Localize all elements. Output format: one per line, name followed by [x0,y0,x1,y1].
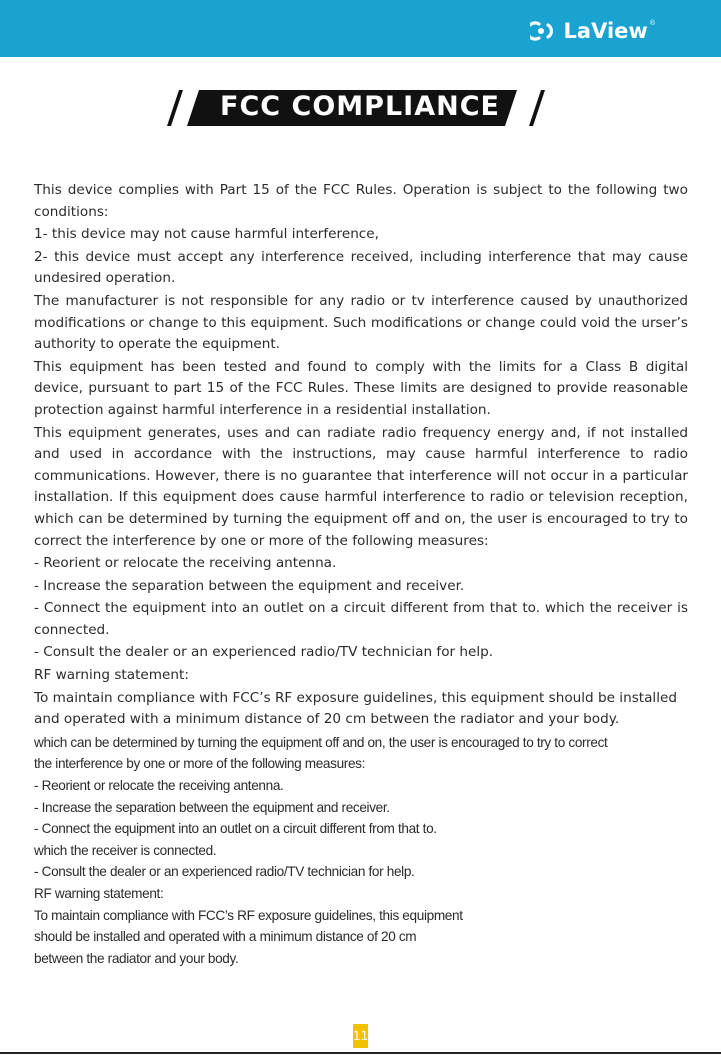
header-bar [0,0,721,57]
paragraph-condition-1: 1- this device may not cause harmful interference, [34,226,379,243]
paragraph-class-b: This equipment has been tested and found to comply with the limits for a Class B digital device, pursuant to part 15 of the FCC Rules. These limits are designed to provide reasonable protection against harmful interference in a residential installation. [34,358,688,418]
paragraph-manufacturer: The manufacturer is not responsible for any radio or tv interference caused by unauthorized modifications or change to this equipment. Such modifications or change could void the urser’s authority to operate the equipment. [34,292,688,353]
paragraph-condition-2: 2- this device must accept any interference received, including interference that may cause undesired operation. [34,248,688,287]
repeat-line: RF warning statement: [34,886,164,901]
page-number: 11 [353,1024,368,1048]
fcc-body [34,180,688,969]
measure-consult: - Consult the dealer or an experienced radio/TV technician for help. [34,644,494,661]
repeat-line: between the radiator and your body. [34,950,239,966]
repeat-line: To maintain compliance with FCC’s RF exposure guidelines, this equipment [34,907,463,923]
laview-logo-icon [530,21,560,41]
rf-warning-heading: RF warning statement: [34,667,189,684]
brand-name: LaView [563,19,648,43]
repeat-line: - Reorient or relocate the receiving antenna. [34,778,284,794]
page-title: FCC COMPLIANCE [220,91,500,122]
brand-logo [530,20,655,42]
measure-reorient: - Reorient or relocate the receiving antenna. [34,555,337,572]
footer-divider [0,1052,721,1054]
repeat-line: which the receiver is connected. [34,842,217,858]
paragraph-intro: This device complies with Part 15 of the FCC Rules. Operation is subject to the following two conditions: [34,182,688,220]
section-title-banner [165,88,555,128]
repeat-line: which can be determined by turning the equipment off and on, the user is encouraged to try to correct [34,734,608,750]
measure-separation: - Increase the separation between the equipment and receiver. [34,577,465,594]
repeat-line: - Consult the dealer or an experienced radio/TV technician for help. [34,864,415,880]
repeat-line: should be installed and operated with a minimum distance of 20 cm [34,929,417,945]
rf-exposure-paragraph: To maintain compliance with FCC’s RF exposure guidelines, this equipment should be installed and operated with a minimum distance of 20 cm between the radiator and your body. [34,689,677,728]
repeat-line: the interference by one or more of the following measures: [34,756,366,772]
paragraph-interference: This equipment generates, uses and can radiate radio frequency energy and, if not installed and used in accordance with the instructions, may cause harmful interference to radio communications. However, there is no guarantee that interference will not occur in a particular installation. If this equipment does cause harmful interference to radio or television reception, which can be determined by turning the equipment off and on, the user is encouraged to try to correct the interference by one or more of the following measures: [34,424,688,549]
measure-outlet: - Connect the equipment into an outlet on a circuit different from that to. which the receiver is connected. [34,600,688,638]
repeat-line: - Connect the equipment into an outlet on a circuit different from that to. [34,821,437,837]
repeat-line: - Increase the separation between the equipment and receiver. [34,799,390,815]
registered-mark: ® [649,20,655,27]
